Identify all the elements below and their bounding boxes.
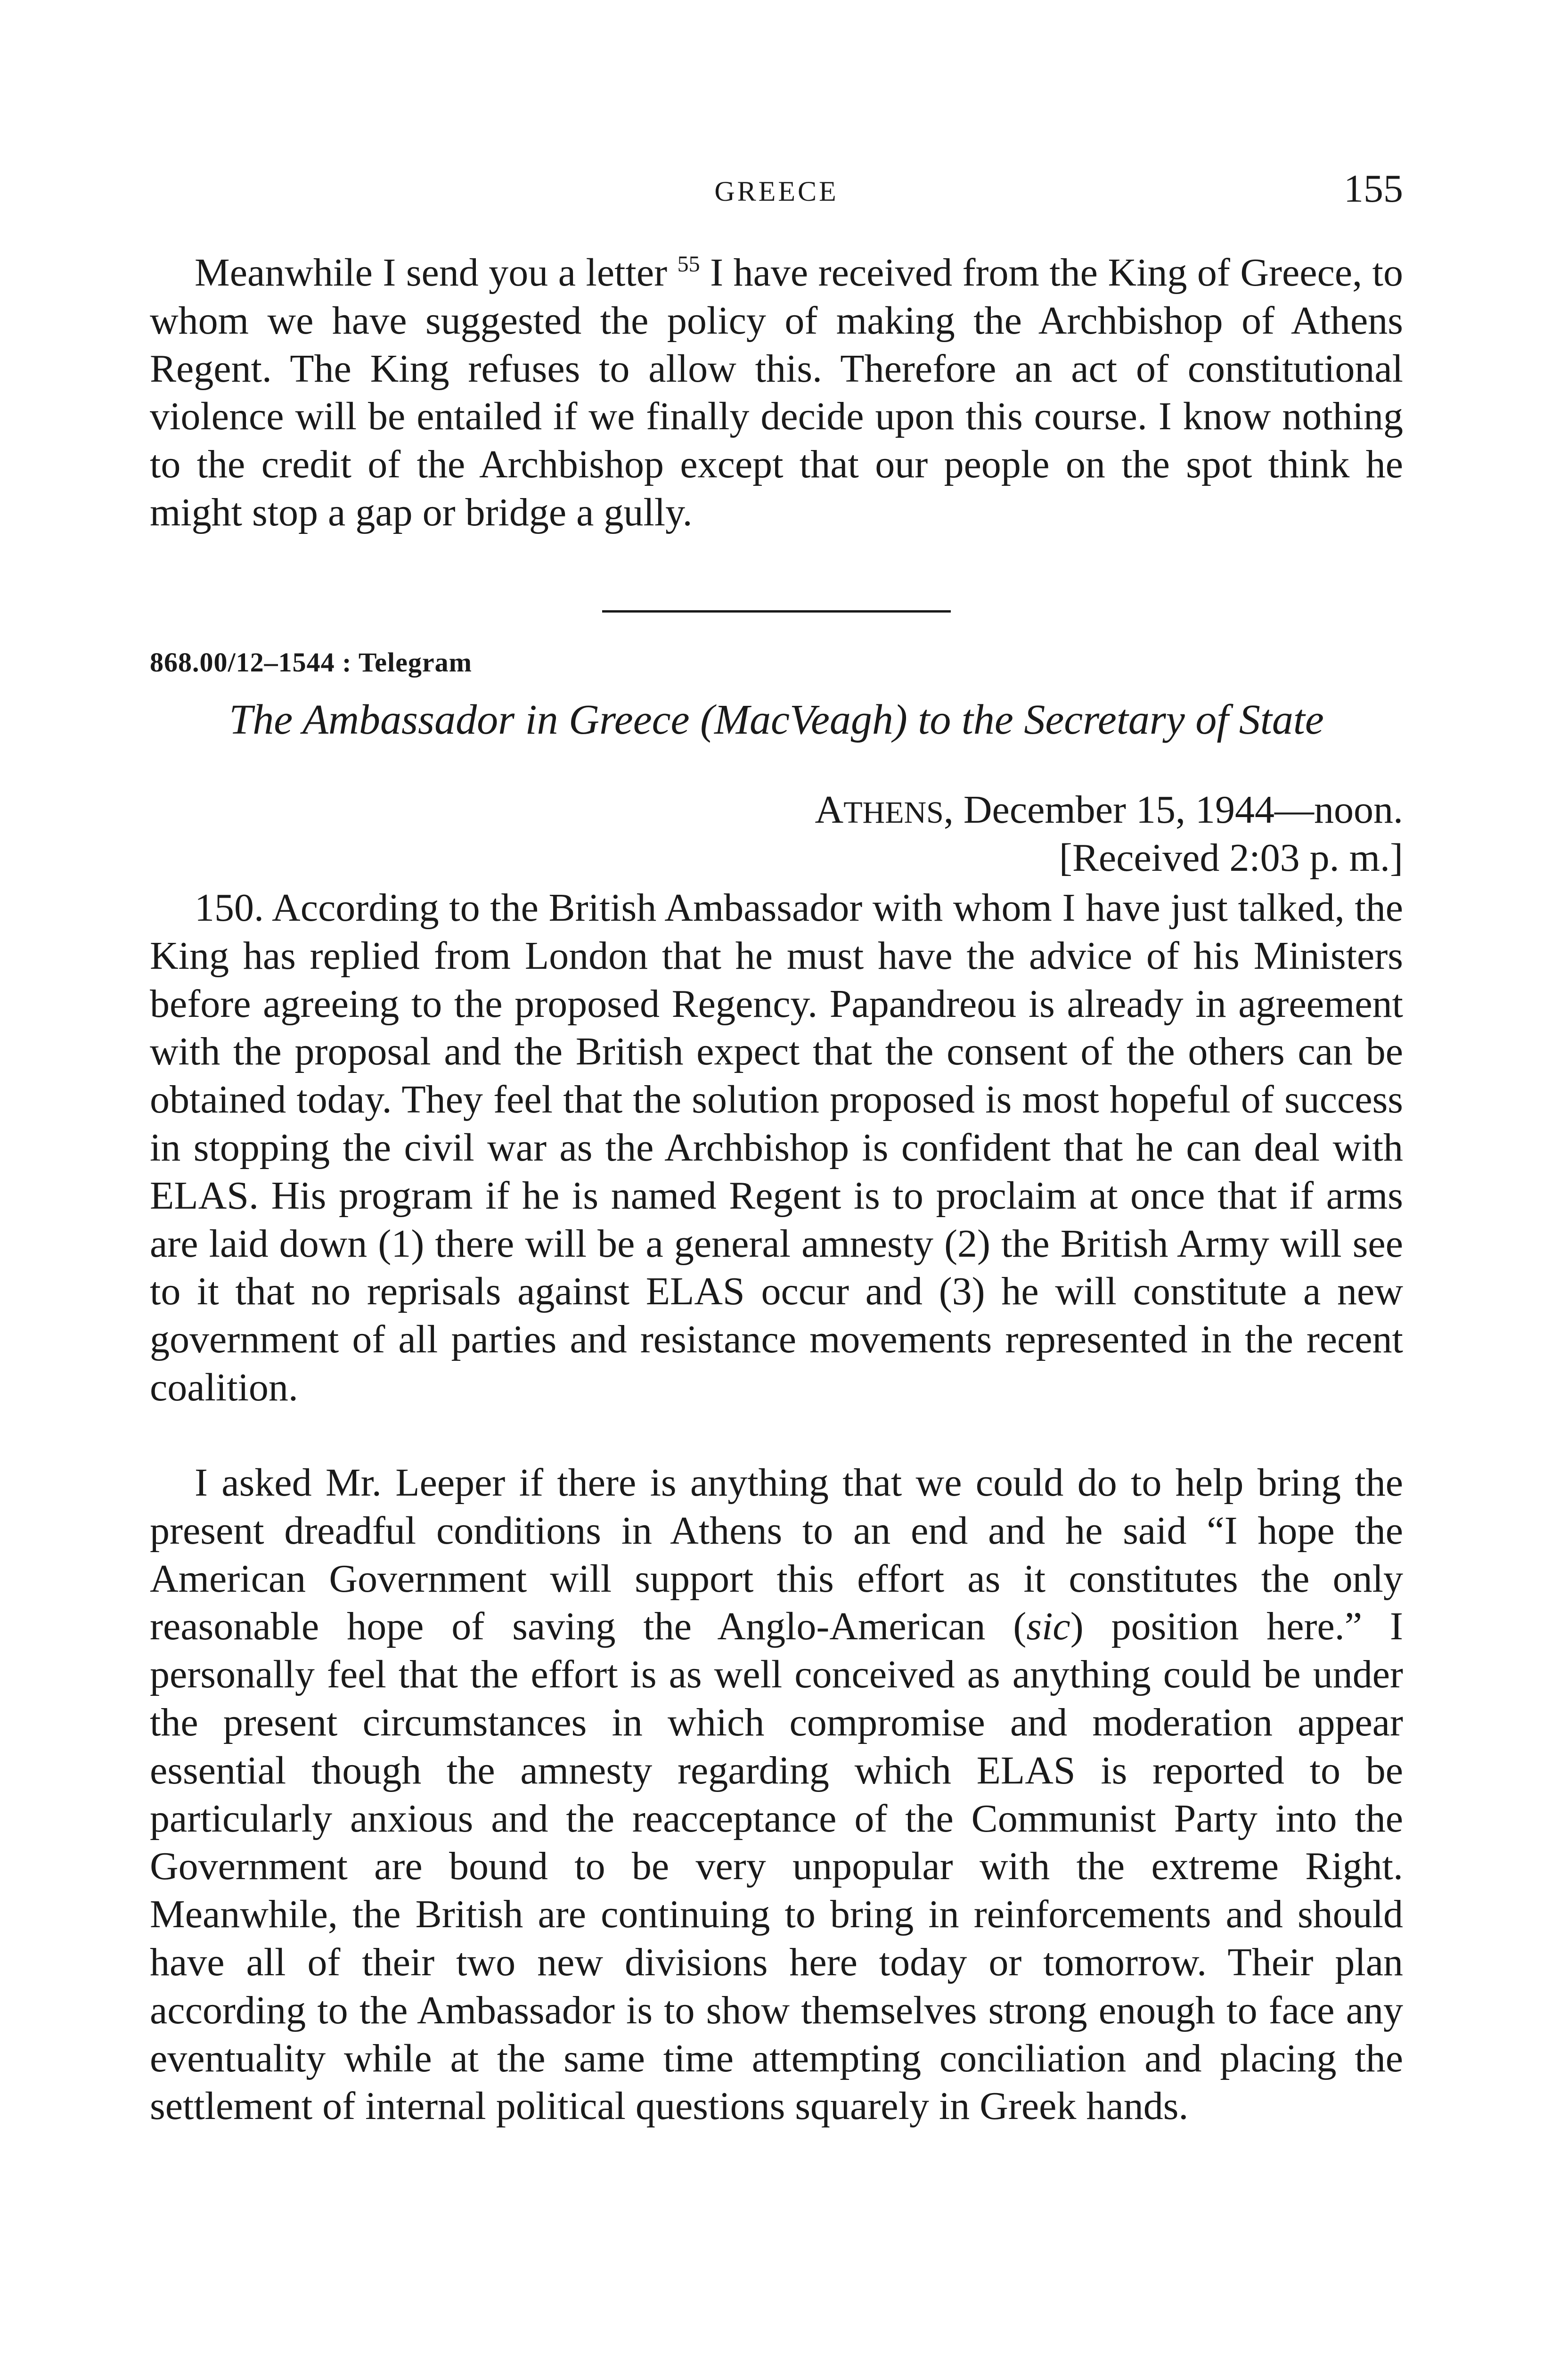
paragraph-leeper-conversation — [150, 1459, 1403, 2130]
running-title: GREECE — [714, 176, 839, 207]
paragraph-text-end: I have received from the King of Greece, to whom we have suggested the policy of making the Archbishop of Athens Regent. The King refuses to allow this. Therefore an act of constitutional violence will be entailed if we finally decide upon this course. I know nothing to the credit of the Archbishop except that our people on the spot think he might stop a gap or bridge a gully. — [150, 251, 1403, 534]
paragraph-letter-from-king — [150, 249, 1403, 537]
page-number: 155 — [1344, 167, 1403, 211]
paragraph-text-start: Meanwhile I send you a letter — [195, 251, 678, 294]
paragraph-text-end: ) position here.” I personally feel that the effort is as well conceived as anything could be under the present circumstances in which compromise and moderation appear essential though the amnesty regarding which ELAS is reported to be particularly anxious and the reacceptance of the Communist Party into the Government are bound to be very unpopular with the extreme Right. Meanwhile, the British are continuing to bring in reinforcements and should have all of their two new divisions here today or tomorrow. Their plan according to the Ambassador is to show themselves strong enough to face any eventuality while at the same time attempting conciliation and placing the settlement of internal political questions squarely in Greek hands. — [150, 1604, 1403, 2128]
paragraph-telegram-body: 150. According to the British Ambassador with whom I have just talked, the King has replied from London that he must have the advice of his Ministers before agreeing to the proposed Regency. Papandreou is already in agreement with the proposal and the British expect that the consent of the others can be obtained today. They feel that the solution proposed is most hopeful of success in stopping the civil war as the Archbishop is confident that he can deal with ELAS. His program if he is named Regent is to proclaim at once that if arms are laid down (1) there will be a general amnesty (2) the British Army will see to it that no reprisals against ELAS occur and (3) he will constitute a new government of all parties and resistance movements represented in the recent coalition. — [150, 886, 1403, 1409]
dateline-place: THENS — [843, 795, 944, 830]
received-time: [Received 2:03 p. m.] — [1059, 836, 1403, 880]
book-page — [150, 0, 1403, 2356]
document-title: The Ambassador in Greece (MacVeagh) to the Secretary of State — [229, 696, 1324, 743]
dateline — [815, 787, 1403, 833]
dateline-date: , December 15, 1944—noon. — [943, 788, 1403, 832]
running-head — [150, 167, 1403, 211]
sic-annotation: sic — [1026, 1604, 1070, 1649]
dateline-place-initial: A — [815, 788, 844, 832]
footnote-reference[interactable]: 55 — [677, 252, 700, 277]
file-reference: 868.00/12–1544 : Telegram — [150, 647, 472, 678]
section-divider — [602, 610, 951, 613]
paragraph-text-start: I asked Mr. Leeper if there is anything that we could do to help bring the present dreadful conditions in Athens to an end and he said “I hope the American Government will support this effort as it constitutes the only reasonable hope of saving the Anglo-American ( — [150, 1461, 1403, 1649]
